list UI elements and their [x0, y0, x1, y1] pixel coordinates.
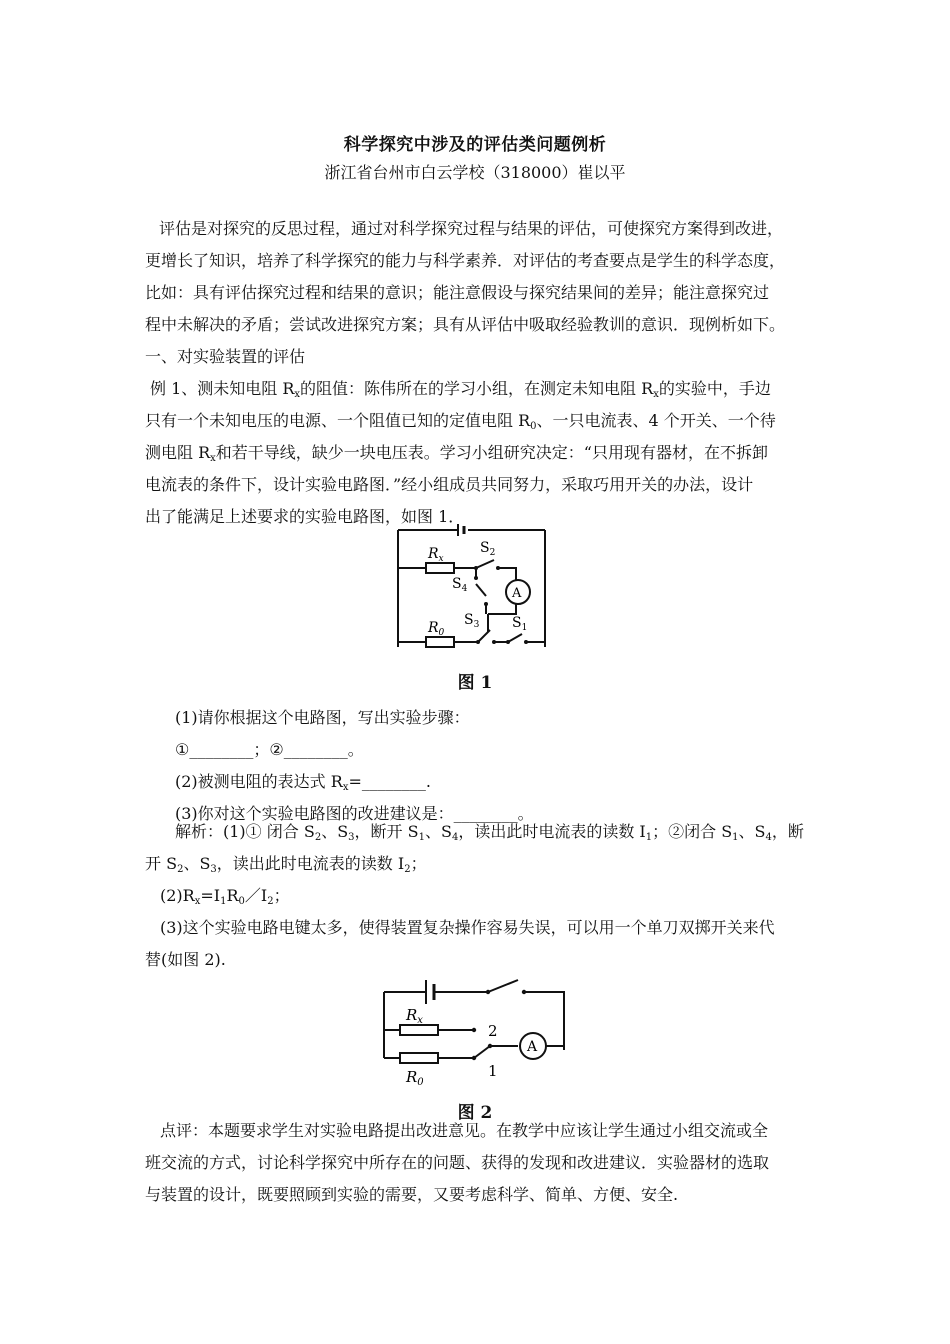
comment-line-2: 班交流的方式，讨论科学探究中所存在的问题、获得的发现和改进建议．实验器材的选取	[145, 1153, 770, 1172]
fig2-rx-label: $R_x$	[406, 1006, 423, 1026]
fig2-r0-label: $R_0$	[406, 1068, 424, 1088]
intro-line-2: 更增长了知识，培养了科学探究的能力与科学素养．对评估的考查要点是学生的科学态度，	[145, 251, 786, 270]
figure2-caption: 图 2	[457, 1103, 493, 1123]
circuit-diagram-1	[390, 522, 555, 662]
fig1-s4-label: $S_4$	[452, 576, 468, 594]
example1-line-5: 出了能满足上述要求的实验电路图，如图 1．	[145, 507, 465, 526]
comment-line-1: 点评：本题要求学生对实验电路提出改进意见。在教学中应该让学生通过小组交流或全	[160, 1121, 769, 1140]
fig1-s1-label: $S_1$	[512, 615, 528, 633]
intro-line-4: 程中未解决的矛盾；尝试改进探究方案；具有从评估中吸取经验教训的意识．现例析如下。	[145, 315, 786, 334]
fig1-ammeter-label: A	[512, 586, 522, 601]
example1-line-2: 只有一个未知电压的电源、一个阻值已知的定值电阻 $R_0$、一只电流表、4 个开关、一个待	[145, 411, 776, 432]
fig2-position-1-label: 1	[488, 1062, 498, 1080]
fig2-ammeter-label: A	[527, 1039, 538, 1055]
analysis-line-1: 解析：(1)① 闭合 $S_2$、$S_3$，断开 $S_1$、$S_4$，读出此时电流表的读数 $I_1$；②闭合 $S_1$、$S_4$，断	[175, 822, 804, 843]
page-title: 科学探究中涉及的评估类问题例析	[343, 135, 607, 155]
fig1-r0-label: $R_0$	[428, 620, 445, 638]
fig1-s2-label: $S_2$	[480, 540, 496, 558]
fig2-position-2-label: 2	[488, 1022, 498, 1040]
figure1-caption: 图 1	[457, 673, 493, 693]
question-3: (3)你对这个实验电路图的改进建议是：________。	[175, 804, 534, 823]
fig1-rx-label: $R_x$	[428, 546, 444, 564]
fig1-s3-label: $S_3$	[464, 612, 480, 630]
question-2: (2)被测电阻的表达式 $R_x=\_\_\_\_\_\_\_\_$.	[175, 772, 431, 793]
analysis-line-3: $(2)R_x=I_1R_0/I_2$；	[160, 886, 290, 907]
circuit-diagram-2	[378, 972, 573, 1092]
analysis-line-5: 替(如图 2).	[145, 950, 226, 969]
example1-line-3: 测电阻 $R_x$和若干导线，缺少一块电压表。学习小组研究决定：“只用现有器材，在不拆卸	[145, 443, 768, 464]
section-heading: 一、对实验装置的评估	[145, 347, 306, 366]
example1-line-1: 例 1、测未知电阻 $R_x$的阻值：陈伟所在的学习小组，在测定未知电阻 $R_x$的实验中，手边	[150, 379, 771, 400]
question-1: (1)请你根据这个电路图，写出实验步骤：	[175, 708, 470, 727]
intro-line-3: 比如：具有评估探究过程和结果的意识；能注意假设与探究结果间的差异；能注意探究过	[145, 283, 770, 302]
comment-line-3: 与装置的设计，既要照顾到实验的需要，又要考虑科学、简单、方便、安全.	[145, 1185, 679, 1204]
intro-line-1: 评估是对探究的反思过程，通过对科学探究过程与结果的评估，可使探究方案得到改进，	[159, 219, 784, 238]
question-1-blanks: ①________；②________。	[175, 740, 364, 759]
example1-line-4: 电流表的条件下，设计实验电路图．”经小组成员共同努力，采取巧用开关的办法，设计	[145, 475, 754, 494]
analysis-line-4: (3)这个实验电路电键太多，使得装置复杂操作容易失误，可以用一个单刀双掷开关来代	[160, 918, 775, 937]
author-line: 浙江省台州市白云学校（318000）崔以平	[324, 163, 626, 182]
analysis-line-2: 开 $S_2$、$S_3$，读出此时电流表的读数 $I_2$；	[145, 854, 427, 875]
